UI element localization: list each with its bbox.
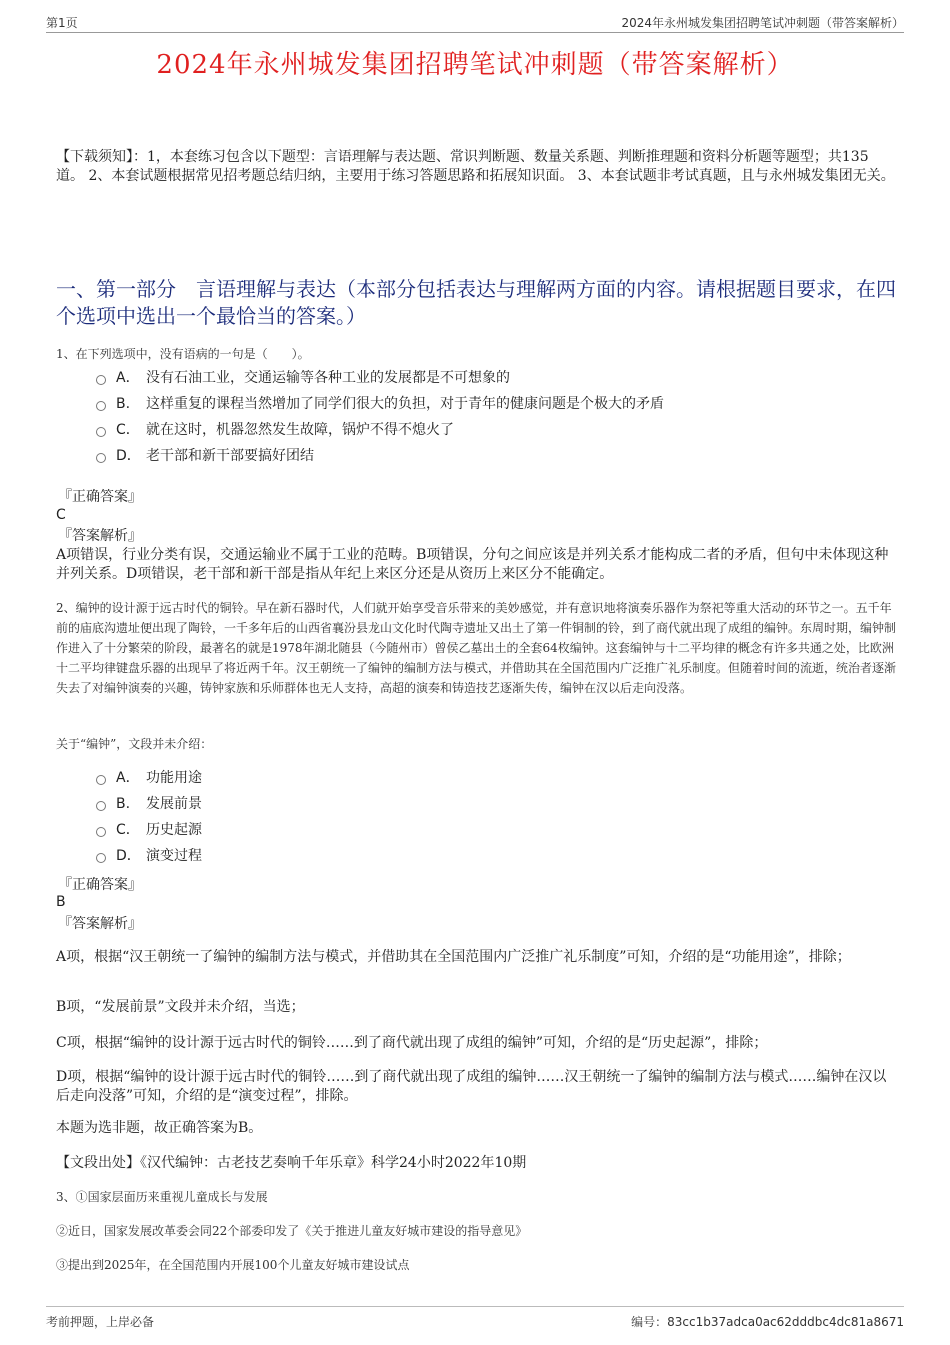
correct-answer-label: 『正确答案』: [58, 877, 142, 893]
option-letter: A．: [116, 770, 140, 786]
q1-analysis: A项错误，行业分类有误，交通运输业不属于工业的范畴。B项错误，分句之间应该是并列关系才能构成二者的矛盾，但句中未体现这种并列关系。D项错误，老干部和新干部是指从年纪上来区分还是从资历上来区分不能确定。: [56, 547, 889, 582]
radio-icon[interactable]: [96, 827, 106, 837]
q1-answer: C: [56, 507, 66, 523]
option-text: 这样重复的课程当然增加了同学们很大的负担，对于青年的健康问题是个极大的矛盾: [146, 396, 664, 412]
option-text: 老干部和新干部要搞好团结: [146, 448, 314, 464]
radio-icon[interactable]: [96, 801, 106, 811]
page-number: 第1页: [46, 16, 78, 30]
analysis-label: 『答案解析』: [58, 916, 142, 932]
q2-analysis-d: D项，根据“编钟的设计源于远古时代的铜铃……到了商代就出现了成组的编钟……汉王朝统一了编钟的编制方法与模式……编钟在汉以后走向没落”可知，介绍的是“演变过程”，排除。: [56, 1069, 887, 1104]
header-doc-title: 2024年永州城发集团招聘笔试冲刺题（带答案解析）: [621, 16, 904, 30]
section-heading: 一、第一部分 言语理解与表达（本部分包括表达与理解两方面的内容。请根据题目要求，在四个选项中选出一个最恰当的答案。）: [56, 277, 896, 328]
option-letter: C．: [116, 422, 140, 438]
q2-source: 【文段出处】《汉代编钟：古老技艺奏响千年乐章》科学24小时2022年10期: [56, 1155, 527, 1171]
q2-analysis-a: A项，根据“汉王朝统一了编钟的编制方法与模式，并借助其在全国范围内广泛推广礼乐制度”可知，介绍的是“功能用途”，排除；: [56, 949, 851, 965]
option-text: 历史起源: [146, 822, 202, 838]
radio-icon[interactable]: [96, 453, 106, 463]
radio-icon[interactable]: [96, 401, 106, 411]
header-divider: [46, 32, 904, 33]
radio-icon[interactable]: [96, 853, 106, 863]
q2-option-d[interactable]: [96, 846, 202, 866]
q2-option-b[interactable]: [96, 794, 202, 814]
radio-icon[interactable]: [96, 427, 106, 437]
option-letter: C．: [116, 822, 140, 838]
correct-answer-label: 『正确答案』: [58, 489, 142, 505]
q3-line-1: 3、①国家层面历来重视儿童成长与发展: [56, 1190, 268, 1204]
radio-icon[interactable]: [96, 375, 106, 385]
option-text: 功能用途: [146, 770, 202, 786]
option-text: 就在这时，机器忽然发生故障，锅炉不得不熄火了: [146, 422, 454, 438]
option-letter: B.: [116, 796, 131, 812]
analysis-label: 『答案解析』: [58, 528, 142, 544]
q2-analysis-c: C项，根据“编钟的设计源于远古时代的铜铃……到了商代就出现了成组的编钟”可知，介绍的是“历史起源”，排除；: [56, 1035, 768, 1051]
question-2-passage: 2、编钟的设计源于远古时代的铜铃。早在新石器时代，人们就开始享受音乐带来的美妙感觉，并有意识地将演奏乐器作为祭祀等重大活动的环节之一。五千年前的庙底沟遗址便出现了陶铃，一千多年后的山西省襄汾县龙山文化时代陶寺遗址又出土了第一件铜制的铃，到了商代就出现了成组的编钟。东周时期，编钟制作进入了十分繁荣的阶段，最著名的就是1978年湖北随县（今随州市）曾侯乙墓出土的全套64枚编钟。这套编钟与十二平均律的概念有许多共通之处，比欧洲十二平均律键盘乐器的出现早了将近两千年。汉王朝统一了编钟的编制方法与模式，并借助其在全国范围内广泛推广礼乐制度。但随着时间的流逝，统治者逐渐失去了对编钟演奏的兴趣，铸钟家族和乐师群体也无人支持，高超的演奏和铸造技艺逐渐失传，编钟在汉以后走向没落。: [56, 601, 897, 695]
q1-option-b[interactable]: [96, 394, 664, 414]
q1-option-d[interactable]: [96, 446, 314, 466]
option-text: 发展前景: [146, 796, 202, 812]
footer-divider: [46, 1306, 904, 1307]
option-text: 没有石油工业，交通运输等各种工业的发展都是不可想象的: [146, 370, 510, 386]
option-letter: D．: [116, 848, 141, 864]
option-letter: A．: [116, 370, 140, 386]
q1-option-a[interactable]: [96, 368, 510, 388]
question-2-stem: 关于“编钟”，文段并未介绍：: [56, 737, 213, 751]
q2-answer: B: [56, 894, 66, 910]
q2-option-c[interactable]: [96, 820, 202, 840]
q2-option-a[interactable]: [96, 768, 202, 788]
question-1-stem: 1、在下列选项中，没有语病的一句是（ ）。: [56, 347, 310, 361]
page-title: 2024年永州城发集团招聘笔试冲刺题（带答案解析）: [156, 50, 794, 80]
footer-slogan: 考前押题，上岸必备: [46, 1315, 155, 1329]
q2-conclusion: 本题为选非题，故正确答案为B。: [56, 1120, 263, 1136]
q3-line-2: ②近日，国家发展改革委会同22个部委印发了《关于推进儿童友好城市建设的指导意见》: [56, 1224, 528, 1238]
option-letter: D．: [116, 448, 141, 464]
document-code: 编号：83cc1b37adca0ac62dddbc4dc81a8671: [631, 1315, 904, 1329]
radio-icon[interactable]: [96, 775, 106, 785]
option-letter: B.: [116, 396, 131, 412]
q2-analysis-b: B项，“发展前景”文段并未介绍，当选；: [56, 999, 305, 1015]
q1-option-c[interactable]: [96, 420, 454, 440]
download-notice: 【下载须知】：1，本套练习包含以下题型：言语理解与表达题、常识判断题、数量关系题、判断推理题和资料分析题等题型；共135道。 2、本套试题根据常见招考题总结归纳，主要用于练习答题思路和拓展知识面。 3、本套试题非考试真题，且与永州城发集团无关。: [56, 149, 895, 184]
q3-line-3: ③提出到2025年，在全国范围内开展100个儿童友好城市建设试点: [56, 1258, 410, 1272]
option-text: 演变过程: [146, 848, 202, 864]
